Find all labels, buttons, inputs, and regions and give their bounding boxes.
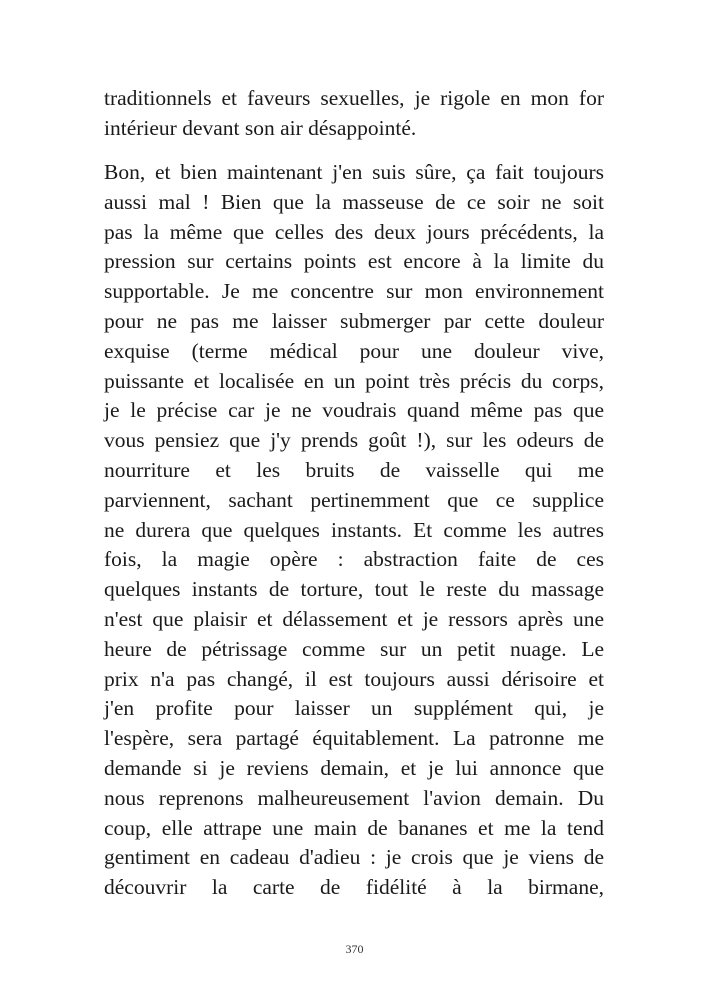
text-line: quelques instants de torture, tout le reste du massage: [104, 577, 604, 602]
page-number: 370: [345, 942, 364, 956]
text-line: l'espère, sera partagé équitablement. La patronne me: [104, 726, 604, 751]
text-line: vous pensiez que j'y prends goût !), sur les odeurs de: [104, 428, 604, 453]
text-line: n'est que plaisir et délassement et je ressors après une: [104, 606, 604, 631]
text-line: parviennent, sachant pertinemment que ce supplice: [104, 487, 604, 512]
text-line: supportable. Je me concentre sur mon environnement: [104, 279, 604, 304]
text-line: prix n'a pas changé, il est toujours aussi dérisoire et: [104, 666, 604, 691]
text-line: coup, elle attrape une main de bananes et me la tend: [104, 815, 604, 840]
text-line: j'en profite pour laisser un supplément qui, je: [104, 696, 604, 721]
text-line: Bon, et bien maintenant j'en suis sûre, ça fait toujours: [104, 160, 604, 184]
text-line: gentiment en cadeau d'adieu : je crois que je viens de: [104, 845, 604, 870]
text-line: pour ne pas me laisser submerger par cette douleur: [104, 308, 604, 333]
text-line: traditionnels et faveurs sexuelles, je rigole en mon for: [104, 86, 604, 110]
text-line: heure de pétrissage comme sur un petit nuage. Le: [104, 636, 604, 661]
paragraph-1: [104, 84, 604, 144]
text-line: pression sur certains points est encore à la limite du: [104, 249, 604, 274]
text-line: intérieur devant son air désappointé.: [104, 115, 417, 140]
text-line: exquise (terme médical pour une douleur vive,: [104, 338, 604, 363]
text-line: nous reprenons malheureusement l'avion demain. Du: [104, 785, 604, 810]
text-line: puissante et localisée en un point très précis du corps,: [104, 368, 604, 393]
text-line: pas la même que celles des deux jours précédents, la: [104, 219, 604, 244]
text-line: découvrir la carte de fidélité à la birmane,: [104, 875, 604, 900]
paragraph-2: [104, 158, 604, 903]
text-line: aussi mal ! Bien que la masseuse de ce soir ne soit: [104, 189, 604, 214]
text-line: je le précise car je ne voudrais quand même pas que: [104, 398, 604, 423]
text-line: nourriture et les bruits de vaisselle qui me: [104, 457, 604, 482]
text-line: fois, la magie opère : abstraction faite de ces: [104, 547, 604, 572]
text-line: ne durera que quelques instants. Et comme les autres: [104, 517, 604, 542]
text-line: demande si je reviens demain, et je lui annonce que: [104, 755, 604, 780]
